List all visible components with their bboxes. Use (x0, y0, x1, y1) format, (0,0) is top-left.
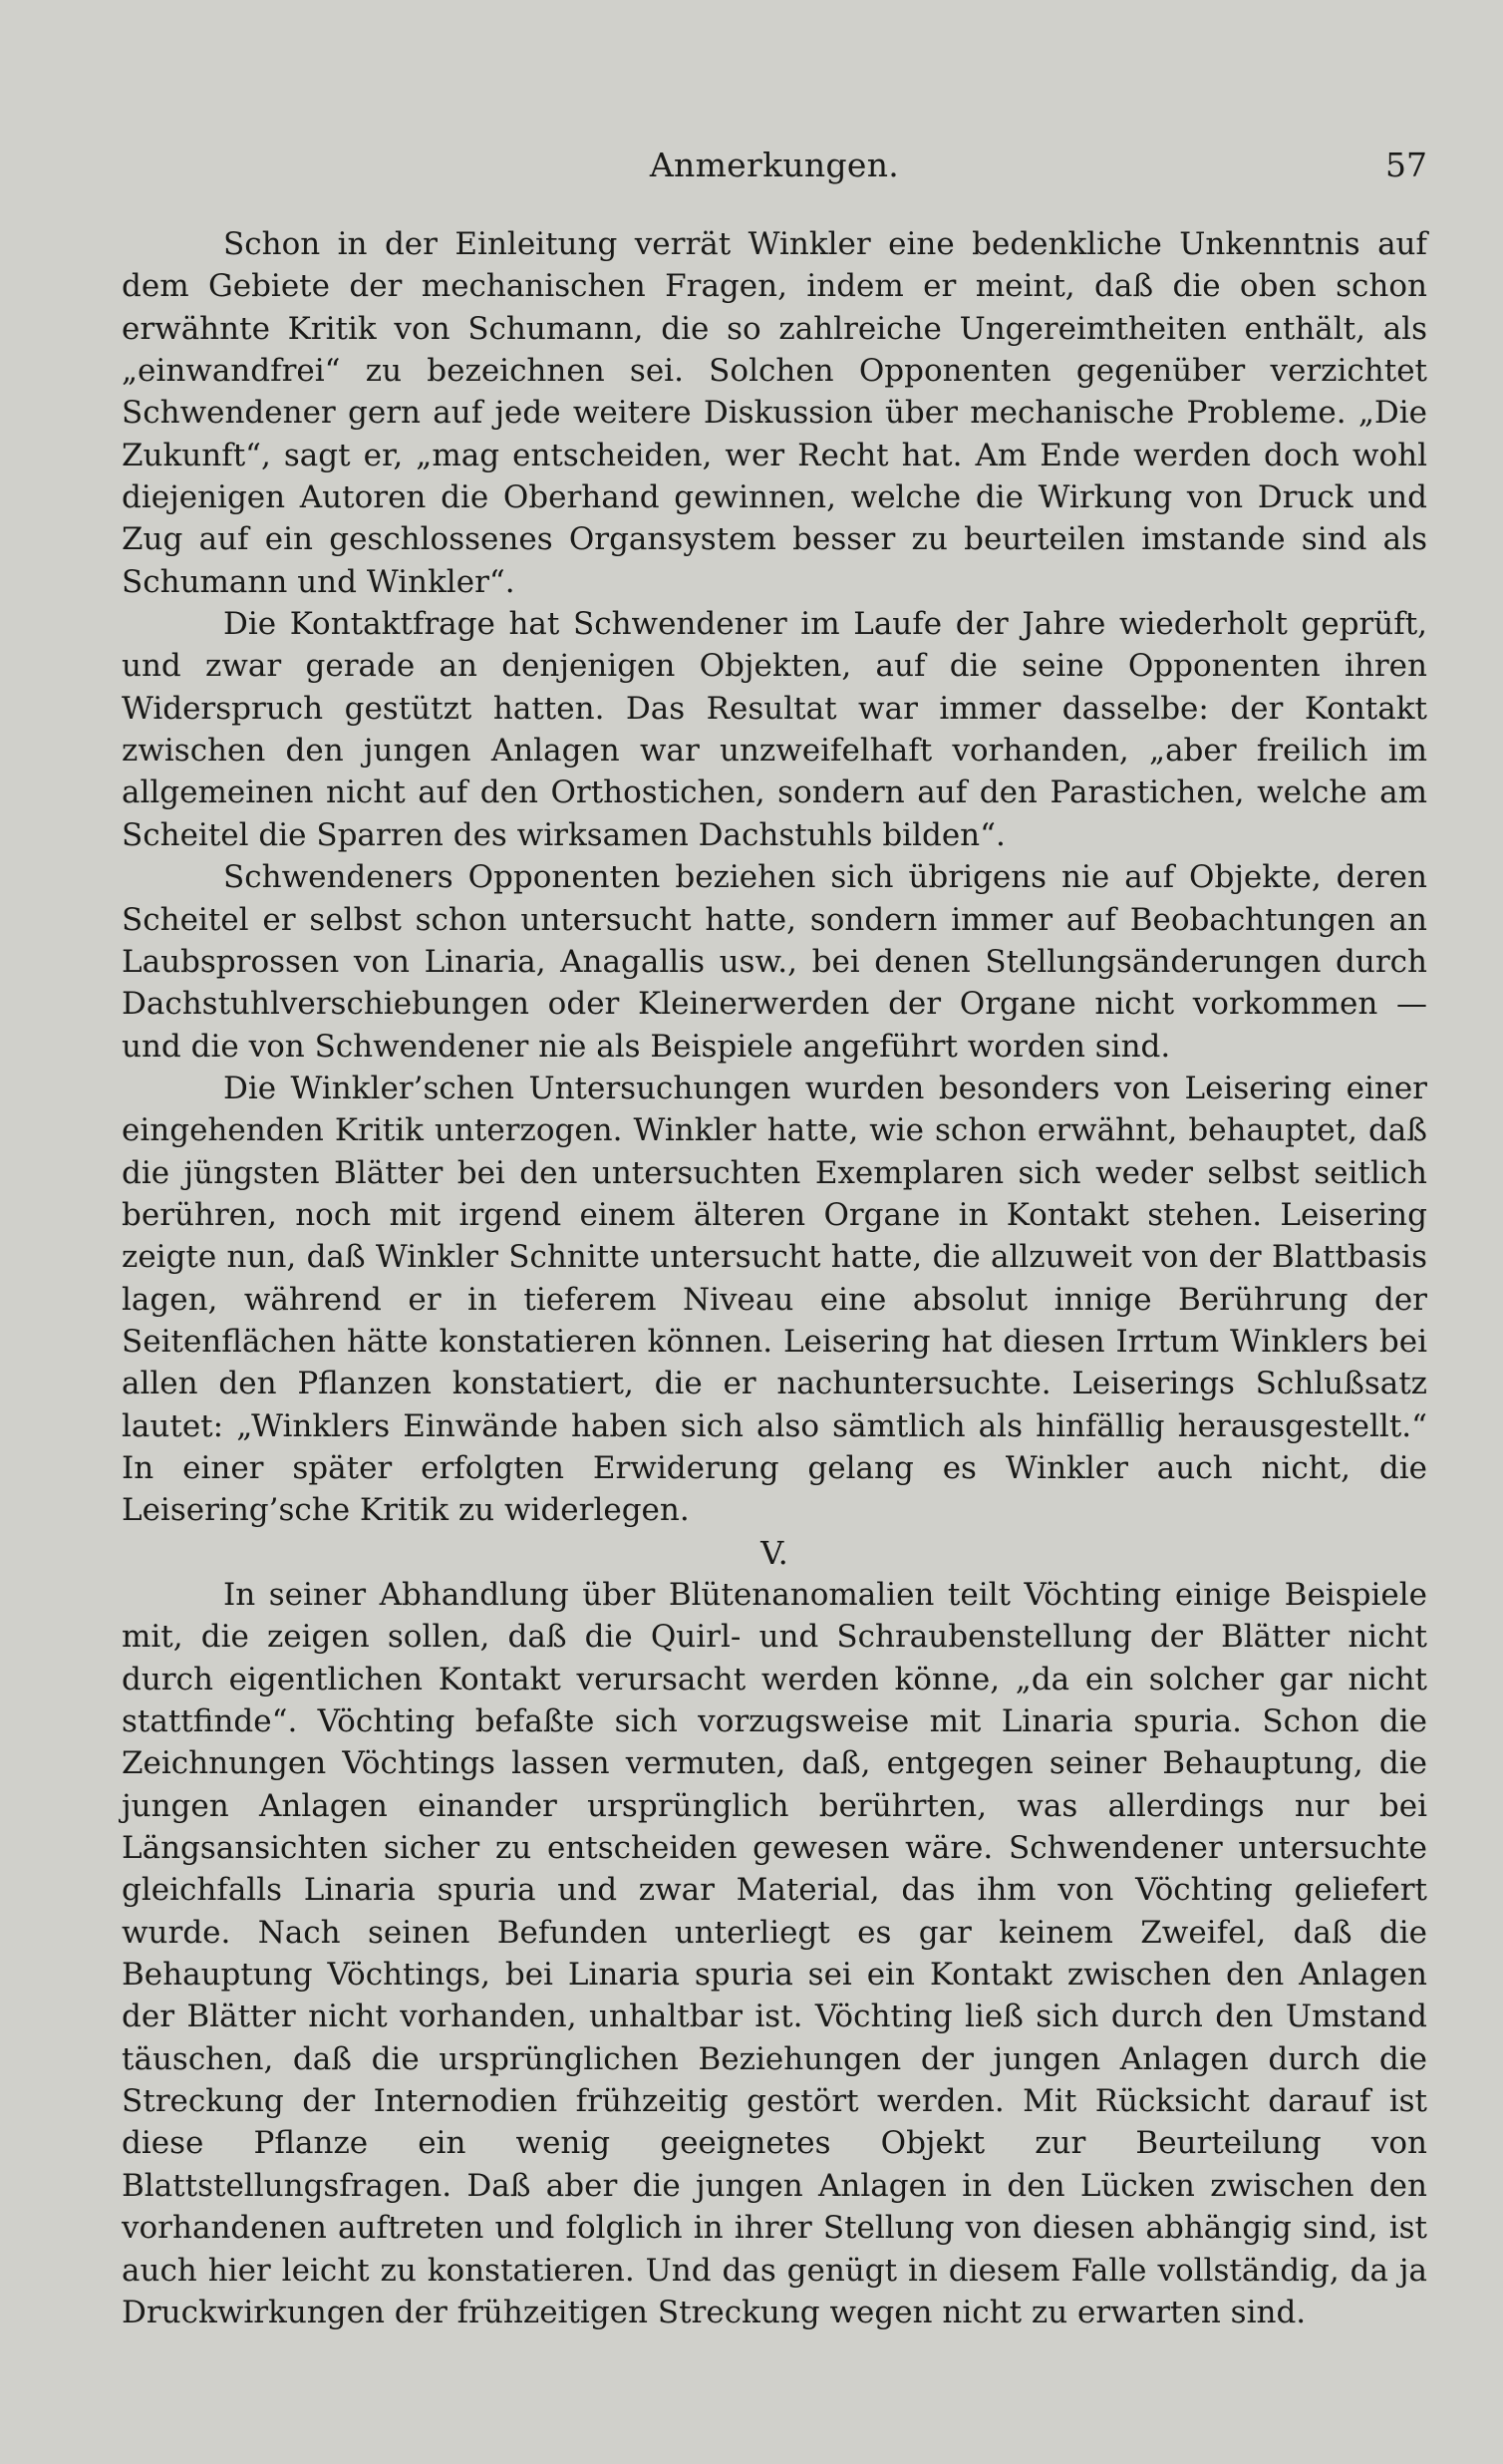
body-text (122, 223, 1427, 2333)
paragraph: Schwendeners Opponenten beziehen sich übrigens nie auf Objekte, deren Scheitel er selbst schon untersucht hatte, sondern immer auf Beobachtungen an Laubsprossen von Linaria, Anagallis usw., bei denen Stellungsänderungen durch Dachstuhlverschiebungen oder Kleinerwerden der Organe nicht vorkommen — und die von Schwendener nie als Beispiele angeführt worden sind. (122, 859, 1427, 1065)
paragraph: In seiner Abhandlung über Blütenanomalien teilt Vöchting einige Beispiele mit, die zeigen sollen, daß die Quirl- und Schraubenstellung der Blätter nicht durch eigentlichen Kontakt verursacht werden könne, „da ein solcher gar nicht stattfinde“. Vöchting befaßte sich vorzugsweise mit Linaria spuria. Schon die Zeichnungen Vöchtings lassen vermuten, daß, entgegen seiner Behauptung, die jungen Anlagen einander ursprünglich berührten, was allerdings nur bei Längsansichten sicher zu entscheiden gewesen wäre. Schwendener untersuchte gleichfalls Linaria spuria und zwar Material, das ihm von Vöchting geliefert wurde. Nach seinen Befunden unterliegt es gar keinem Zweifel, daß die Behauptung Vöchtings, bei Linaria spuria sei ein Kontakt zwischen den Anlagen der Blätter nicht vorhanden, unhaltbar ist. Vöchting ließ sich durch den Umstand täuschen, daß die ursprünglichen Beziehungen der jungen Anlagen durch die Streckung der Internodien frühzeitig gestört werden. Mit Rücksicht darauf ist diese Pflanze ein wenig geeignetes Objekt zur Beurteilung von Blattstellungsfragen. Daß aber die jungen Anlagen in den Lücken zwischen den vorhandenen auftreten und folglich in ihrer Stellung von diesen abhängig sind, ist auch hier leicht zu konstatieren. Und das genügt in diesem Falle vollständig, da ja Druckwirkungen der frühzeitigen Streckung wegen nicht zu erwarten sind. (122, 1577, 1427, 2330)
section-heading: V. (760, 1533, 788, 1572)
running-header (122, 146, 1427, 191)
paragraph: Die Kontaktfrage hat Schwendener im Laufe der Jahre wiederholt geprüft, und zwar gerade an denjenigen Objekten, auf die seine Opponenten ihren Widerspruch gestützt hatten. Das Resultat war immer dasselbe: der Kontakt zwischen den jungen Anlagen war unzweifelhaft vorhanden, „aber freilich im allgemeinen nicht auf den Orthostichen, sondern auf den Parastichen, welche am Scheitel die Sparren des wirksamen Dachstuhls bilden“. (122, 606, 1427, 853)
running-title: Anmerkungen. (649, 146, 900, 184)
paragraph: Schon in der Einleitung verrät Winkler eine bedenkliche Unkenntnis auf dem Gebiete der mechanischen Fragen, indem er meint, daß die oben schon erwähnte Kritik von Schumann, die so zahlreiche Ungereimtheiten enthält, als „einwandfrei“ zu bezeichnen sei. Solchen Opponenten gegenüber verzichtet Schwendener gern auf jede weitere Diskussion über mechanische Probleme. „Die Zukunft“, sagt er, „mag entscheiden, wer Recht hat. Am Ende werden doch wohl diejenigen Autoren die Oberhand gewinnen, welche die Wirkung von Druck und Zug auf ein geschlossenes Organsystem besser zu beurteilen imstande sind als Schumann und Winkler“. (122, 226, 1427, 600)
paragraph: Die Winkler’schen Untersuchungen wurden besonders von Leisering einer eingehenden Kritik unterzogen. Winkler hatte, wie schon erwähnt, behauptet, daß die jüngsten Blätter bei den untersuchten Exemplaren sich weder selbst seitlich berühren, noch mit irgend einem älteren Organe in Kontakt stehen. Leisering zeigte nun, daß Winkler Schnitte untersucht hatte, die allzuweit von der Blattbasis lagen, während er in tieferem Niveau eine absolut innige Berührung der Seitenflächen hätte konstatieren können. Leisering hat diesen Irrtum Winklers bei allen den Pflanzen konstatiert, die er nachuntersuchte. Leiserings Schlußsatz lautet: „Winklers Einwände haben sich also sämtlich als hinfällig herausgestellt.“ In einer später erfolgten Erwiderung gelang es Winkler auch nicht, die Leisering’sche Kritik zu widerlegen. (122, 1070, 1427, 1529)
page-number: 57 (1385, 146, 1427, 184)
